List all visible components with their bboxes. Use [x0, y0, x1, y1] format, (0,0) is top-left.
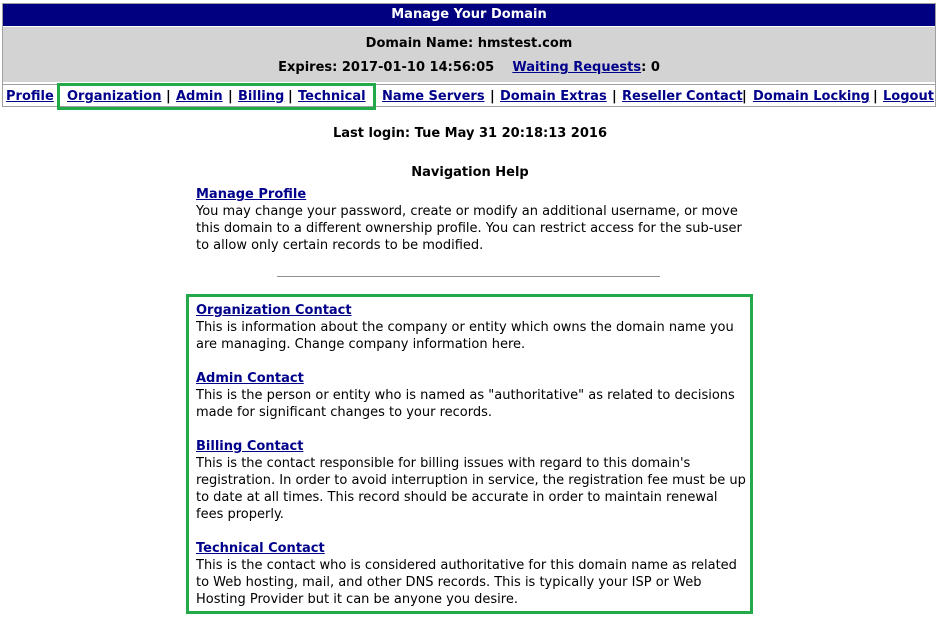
domain-info-box	[3, 27, 935, 82]
nav-domain-extras-link[interactable]: Domain Extras	[500, 89, 607, 104]
expires-line	[3, 60, 935, 75]
nav-technical-link[interactable]: Technical	[298, 89, 366, 104]
help-billing-contact	[196, 438, 746, 523]
organization-contact-text: This is information about the company or entity which owns the domain name you are managing. Change company information here.	[196, 320, 734, 352]
waiting-requests-count: : 0	[641, 60, 660, 75]
divider	[277, 276, 660, 277]
expires-label: Expires:	[278, 60, 338, 75]
nav-separator: |	[288, 89, 293, 104]
manage-profile-link[interactable]: Manage Profile	[196, 187, 307, 202]
billing-contact-link[interactable]: Billing Contact	[196, 439, 304, 454]
nav-domain-locking-link[interactable]: Domain Locking	[753, 89, 870, 104]
nav-separator: |	[228, 89, 233, 104]
help-organization-contact	[196, 302, 746, 353]
manage-profile-text: You may change your password, create or modify an additional username, or move this domain to a different ownership profile. You can restrict access for the sub-user to allow only certain records to be modified.	[196, 204, 742, 253]
nav-organization-link[interactable]: Organization	[67, 89, 162, 104]
nav-logout-link[interactable]: Logout	[883, 89, 934, 104]
nav-separator: |	[612, 89, 617, 104]
technical-contact-link[interactable]: Technical Contact	[196, 541, 325, 556]
nav-billing-link[interactable]: Billing	[238, 89, 285, 104]
admin-contact-link[interactable]: Admin Contact	[196, 371, 304, 386]
nav-separator: |	[873, 89, 878, 104]
expires-value: 2017-01-10 14:56:05	[341, 60, 495, 75]
domain-value: hmstest.com	[477, 36, 573, 51]
nav-name-servers-link[interactable]: Name Servers	[382, 89, 485, 104]
contacts-nav-highlight	[57, 83, 376, 110]
help-technical-contact	[196, 540, 746, 608]
help-manage-profile	[196, 186, 746, 254]
page-title: Manage Your Domain	[3, 4, 935, 26]
nav-reseller-contact-link[interactable]: Reseller Contact	[622, 89, 743, 104]
billing-contact-text: This is the contact responsible for billing issues with regard to this domain's registration. In order to avoid interruption in service, the registration fee must be up to date at all times. This record should be accurate in order to maintain renewal fees properly.	[196, 456, 746, 522]
domain-name-line	[3, 36, 935, 51]
nav-admin-link[interactable]: Admin	[176, 89, 223, 104]
domain-label: Domain Name:	[365, 36, 474, 51]
nav-separator: |	[166, 89, 171, 104]
nav-separator: |	[490, 89, 495, 104]
technical-contact-text: This is the contact who is considered authoritative for this domain name as related to Web hosting, mail, and other DNS records. This is typically your ISP or Web Hosting Provider but it can be anyone you desire.	[196, 558, 737, 607]
organization-contact-link[interactable]: Organization Contact	[196, 303, 352, 318]
last-login: Last login: Tue May 31 20:18:13 2016	[332, 126, 607, 141]
waiting-requests-link[interactable]: Waiting Requests	[512, 60, 642, 75]
admin-contact-text: This is the person or entity who is named as "authoritative" as related to decisions made for significant changes to your records.	[196, 388, 735, 420]
help-admin-contact	[196, 370, 746, 421]
nav-separator: |	[742, 89, 747, 104]
nav-profile-link[interactable]: Profile	[6, 89, 54, 104]
navigation-help-heading: Navigation Help	[411, 165, 529, 180]
